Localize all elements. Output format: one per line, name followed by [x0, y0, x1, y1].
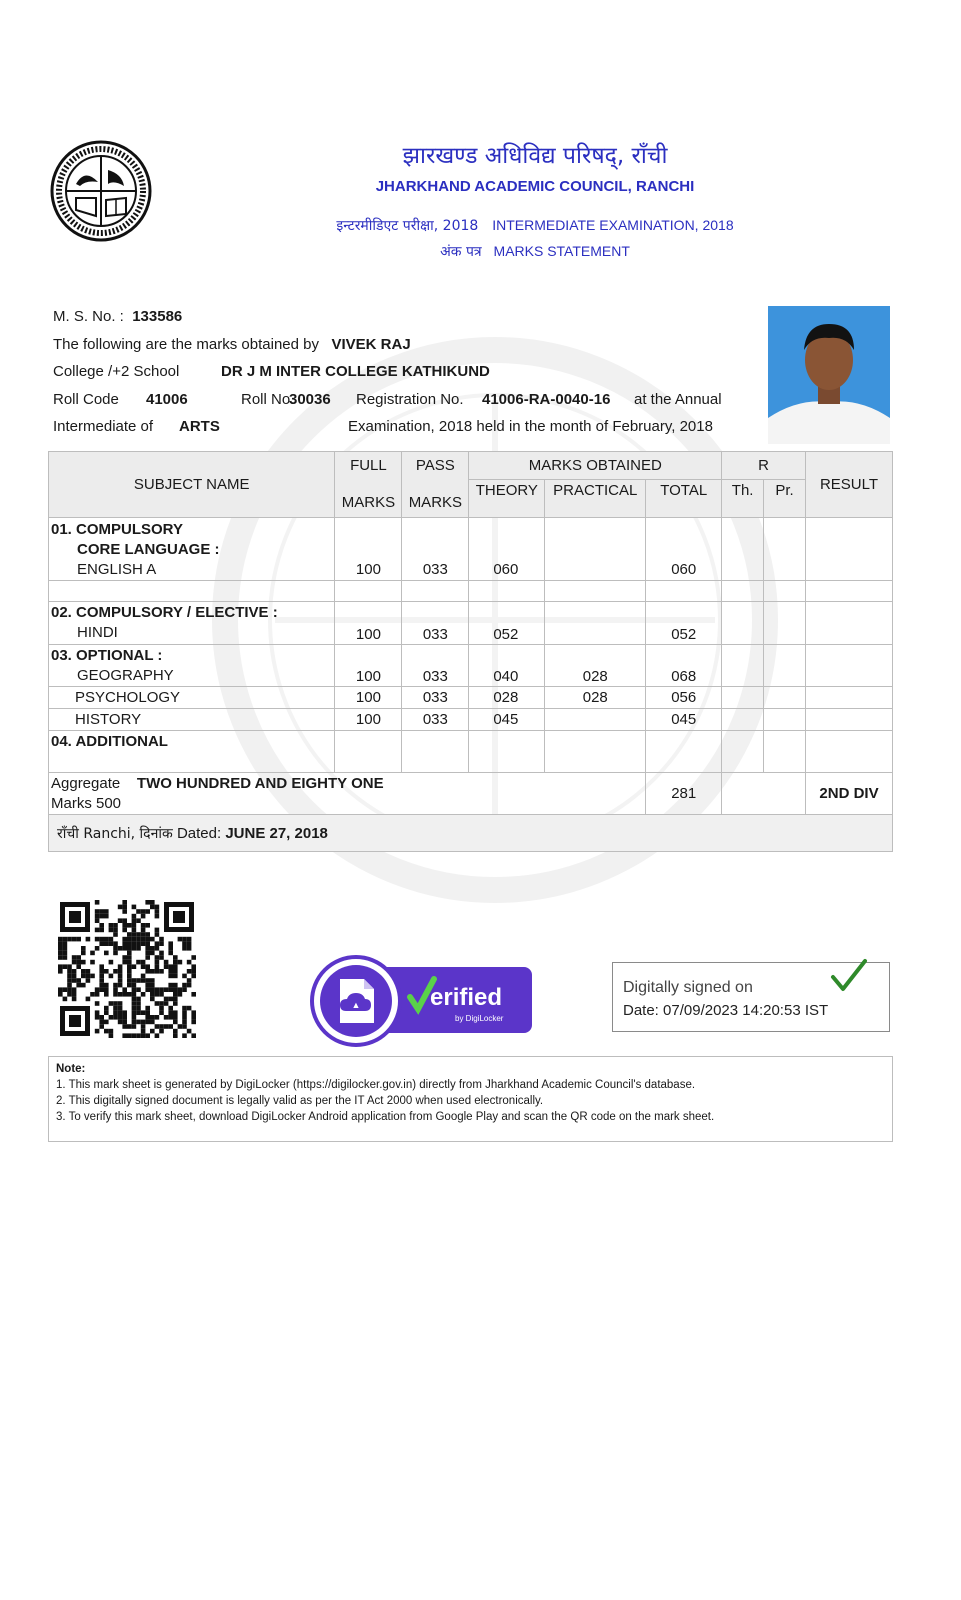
marks-table: [48, 451, 893, 852]
total-marks: 056: [646, 687, 722, 709]
intermediate-label: Intermediate of: [53, 418, 154, 435]
practical-marks: [545, 602, 646, 645]
by-digilocker-text: by DigiLocker: [455, 1014, 504, 1023]
result-division: 2ND DIV: [806, 773, 893, 815]
registration-value: 41006-RA-0040-16: [482, 391, 611, 408]
roll-no-value: 30036: [289, 391, 331, 408]
practical-marks: 028: [545, 687, 646, 709]
council-title-english: JHARKHAND ACADEMIC COUNCIL, RANCHI: [375, 178, 695, 195]
total-marks: 045: [646, 709, 722, 731]
signed-date: 07/09/2023 14:20:53 IST: [663, 1002, 829, 1019]
ms-no-value: 133586: [132, 308, 183, 325]
group-title: 01. COMPULSORY: [51, 521, 183, 538]
statement-hindi: अंक पत्र: [440, 244, 482, 260]
svg-text:▲: ▲: [351, 1000, 361, 1010]
group-subtitle: CORE LANGUAGE :: [77, 541, 220, 558]
date-place-label: राँची Ranchi, दिनांक: [57, 825, 173, 842]
total-marks: 060: [646, 518, 722, 581]
checkmark-icon: [829, 957, 869, 993]
theory-marks: 028: [469, 687, 545, 709]
digital-signature-box: [612, 962, 890, 1032]
issue-date: JUNE 27, 2018: [225, 824, 328, 842]
table-row: [49, 518, 893, 581]
table-row: [49, 731, 893, 773]
header-pass-marks: MARKS: [402, 480, 469, 518]
header-marks-obtained: MARKS OBTAINED: [469, 452, 722, 480]
group-title: 04. ADDITIONAL: [49, 731, 335, 773]
header-r: R: [722, 452, 806, 480]
full-marks: 100: [335, 709, 402, 731]
total-marks: 068: [646, 645, 722, 687]
signed-label: Digitally signed on: [623, 979, 753, 996]
annual-label: at the Annual: [634, 391, 722, 408]
date-label: Date:: [623, 1002, 659, 1019]
subject-name: GEOGRAPHY: [77, 667, 174, 684]
notes-title: Note:: [56, 1063, 86, 1075]
subject-name: PSYCHOLOGY: [49, 687, 335, 709]
aggregate-total: 281: [646, 773, 722, 815]
exam-english: INTERMEDIATE EXAMINATION, 2018: [492, 217, 734, 233]
exam-held-text: Examination, 2018 held in the month of February, 2018: [348, 418, 713, 435]
roll-code-label: Roll Code: [53, 391, 119, 408]
statement-english: MARKS STATEMENT: [493, 243, 630, 259]
header-practical: PRACTICAL: [545, 480, 646, 518]
header-subject-name: SUBJECT NAME: [49, 452, 335, 518]
signed-date-line: [623, 1002, 828, 1019]
student-name: VIVEK RAJ: [331, 336, 411, 353]
digilocker-verified-badge: [310, 953, 534, 1049]
group-title: 03. OPTIONAL :: [51, 647, 163, 664]
full-marks: 100: [335, 645, 402, 687]
note-item: 2. This digitally signed document is legally valid as per the IT Act 2000 when used electronically.: [56, 1095, 544, 1107]
marks-500: Marks 500: [51, 794, 122, 812]
header-theory: THEORY: [469, 480, 545, 518]
table-row: [49, 602, 893, 645]
registration-label: Registration No.: [356, 391, 464, 408]
subject-name: ENGLISH A: [77, 561, 157, 578]
table-row: [49, 645, 893, 687]
exam-hindi: इन्टरमीडिएट परीक्षा, 2018: [336, 218, 479, 234]
header-full: FULL: [335, 452, 402, 480]
exam-line: [0, 216, 961, 235]
theory-marks: 040: [469, 645, 545, 687]
date-row: [49, 815, 893, 852]
aggregate-label: Aggregate: [51, 774, 121, 792]
statement-line: [0, 242, 961, 261]
full-marks: 100: [335, 602, 402, 645]
total-marks: 052: [646, 602, 722, 645]
header-full-marks: MARKS: [335, 480, 402, 518]
full-marks: 100: [335, 687, 402, 709]
header-th: Th.: [722, 480, 764, 518]
table-row: [49, 687, 893, 709]
college-label: College /+2 School: [53, 363, 180, 380]
verified-text: erified: [430, 984, 503, 1011]
subject-name: HISTORY: [49, 709, 335, 731]
pass-marks: 033: [402, 709, 469, 731]
notes-box: [48, 1056, 893, 1142]
header-total: TOTAL: [646, 480, 722, 518]
council-title-hindi: झारखण्ड अधिविद्य परिषद्, राँची: [402, 143, 668, 169]
aggregate-row: [49, 773, 893, 815]
college-name: DR J M INTER COLLEGE KATHIKUND: [221, 363, 490, 380]
roll-no-label: Roll No.: [241, 391, 295, 408]
pass-marks: 033: [402, 518, 469, 581]
header-pr: Pr.: [764, 480, 806, 518]
obtained-label: The following are the marks obtained by: [53, 336, 319, 353]
note-item: 1. This mark sheet is generated by DigiLocker (https://digilocker.gov.in) directly from Jharkhand Academic Council's database.: [56, 1079, 696, 1091]
student-photo: [768, 306, 890, 444]
note-item: 3. To verify this mark sheet, download DigiLocker Android application from Google Play and scan the QR code on the mark sheet.: [56, 1111, 715, 1123]
practical-marks: [545, 518, 646, 581]
dated-label: Dated:: [176, 824, 222, 842]
header-pass: PASS: [402, 452, 469, 480]
roll-code-value: 41006: [146, 391, 188, 408]
full-marks: 100: [335, 518, 402, 581]
theory-marks: 060: [469, 518, 545, 581]
stream-value: ARTS: [179, 418, 220, 435]
theory-marks: 052: [469, 602, 545, 645]
table-row: [49, 709, 893, 731]
practical-marks: [545, 709, 646, 731]
ms-no-label: M. S. No. :: [53, 308, 124, 325]
subject-name: HINDI: [77, 624, 118, 641]
pass-marks: 033: [402, 645, 469, 687]
ms-no-line: [53, 308, 182, 325]
aggregate-words: TWO HUNDRED AND EIGHTY ONE: [136, 774, 384, 792]
pass-marks: 033: [402, 687, 469, 709]
theory-marks: 045: [469, 709, 545, 731]
header-result: RESULT: [806, 452, 893, 518]
practical-marks: 028: [545, 645, 646, 687]
student-name-line: [53, 336, 411, 353]
qr-code: [58, 900, 196, 1038]
pass-marks: 033: [402, 602, 469, 645]
group-title: 02. COMPULSORY / ELECTIVE :: [51, 604, 278, 621]
